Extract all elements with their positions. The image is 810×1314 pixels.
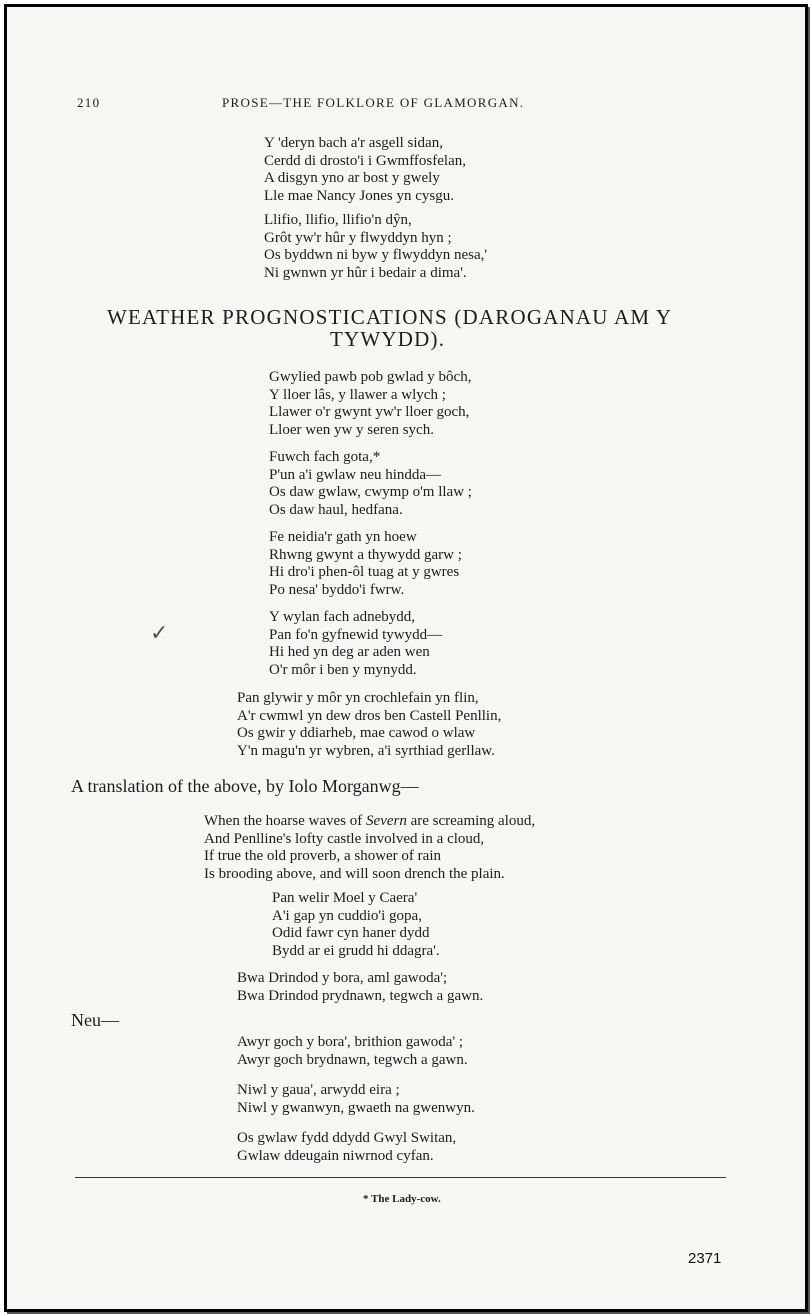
verse-line: Y wylan fach adnebydd,	[269, 609, 416, 625]
verse-line: Awyr goch y bora', brithion gawoda' ;	[237, 1034, 464, 1050]
verse-stanza	[237, 1130, 456, 1165]
verse-stanza	[237, 970, 483, 1005]
verse-line: Os daw haul, hedfana.	[269, 501, 403, 518]
verse-stanza	[269, 449, 472, 519]
verse-line: Os daw gwlaw, cwymp o'm llaw ;	[269, 484, 472, 500]
verse-stanza	[264, 212, 487, 282]
verse-line: Os gwir y ddiarheb, mae cawod o wlaw	[237, 725, 476, 741]
verse-line: Niwl y gwanwyn, gwaeth na gwenwyn.	[237, 1099, 475, 1116]
verse-line: Awyr goch brydnawn, tegwch a gawn.	[237, 1051, 468, 1068]
running-title: PROSE—THE FOLKLORE OF GLAMORGAN.	[222, 95, 525, 110]
verse-line: Ni gwnwn yr hûr i bedair a dima'.	[264, 264, 467, 281]
verse-line: Is brooding above, and will soon drench the plain.	[204, 865, 505, 882]
verse-line: Bwa Drindod prydnawn, tegwch a gawn.	[237, 987, 484, 1004]
verse-line: Lloer wen yw y seren sych.	[269, 421, 434, 438]
footnote: * The Lady-cow.	[363, 1193, 441, 1205]
verse-line: Grôt yw'r hûr y flwyddyn hyn ;	[264, 229, 452, 246]
verse-text: are screaming aloud,	[406, 813, 536, 829]
verse-stanza	[269, 369, 471, 439]
page-stamp-number: 2371	[688, 1250, 722, 1267]
verse-line: Bwa Drindod y bora, aml gawoda';	[237, 970, 448, 986]
verse-line: Os byddwn ni byw y flwyddyn nesa,'	[264, 247, 488, 263]
verse-line: Bydd ar ei grudd hi ddagra'.	[272, 942, 440, 959]
section-heading-continued: TYWYDD).	[330, 327, 446, 351]
verse-line: Y 'deryn bach a'r asgell sidan,	[264, 135, 443, 151]
section-heading: WEATHER PROGNOSTICATIONS (DAROGANAU AM Y	[107, 305, 673, 329]
verse-stanza-translation	[204, 813, 535, 883]
verse-line: Gwylied pawb pob gwlad y bôch,	[269, 369, 472, 385]
verse-line: Gwlaw ddeugain niwrnod cyfan.	[237, 1147, 434, 1164]
verse-stanza	[237, 690, 501, 760]
verse-line: Y lloer lâs, y llawer a wlych ;	[269, 386, 446, 403]
verse-line: Y'n magu'n yr wybren, a'i syrthiad gerllaw.	[237, 742, 495, 759]
verse-stanza	[269, 609, 442, 679]
verse-line: Pan glywir y môr yn crochlefain yn flin,	[237, 690, 479, 706]
verse-line: Llifio, llifio, llifio'n dŷn,	[264, 212, 412, 228]
verse-text: When the hoarse waves of	[204, 813, 367, 829]
verse-stanza	[269, 529, 462, 599]
neu-label: Neu—	[71, 1010, 119, 1030]
verse-line: Niwl y gaua', arwydd eira ;	[237, 1082, 400, 1098]
verse-line	[204, 813, 535, 831]
verse-line: Odid fawr cyn haner dydd	[272, 925, 430, 941]
verse-line: Fe neidia'r gath yn hoew	[269, 529, 417, 545]
translation-intro: A translation of the above, by Iolo Morganwg—	[71, 776, 419, 796]
verse-line: A'r cwmwl yn dew dros ben Castell Penllin,	[237, 707, 502, 724]
check-mark-icon: ✓	[150, 620, 169, 645]
verse-line: P'un a'i gwlaw neu hindda—	[269, 466, 442, 483]
verse-line: Pan welir Moel y Caera'	[272, 890, 418, 906]
verse-line: Cerdd di drosto'i i Gwmffosfelan,	[264, 152, 466, 169]
verse-line: Os gwlaw fydd ddydd Gwyl Switan,	[237, 1130, 457, 1146]
verse-line: Hi hed yn deg ar aden wen	[269, 644, 430, 660]
page-number: 210	[77, 95, 101, 110]
verse-text-italic: Severn	[366, 813, 407, 829]
document-page	[4, 4, 808, 1312]
verse-stanza	[237, 1082, 475, 1117]
verse-stanza	[264, 135, 466, 205]
verse-stanza	[237, 1034, 468, 1069]
footnote-divider	[75, 1177, 726, 1178]
verse-line: If true the old proverb, a shower of rain	[204, 848, 441, 864]
verse-line: A disgyn yno ar bost y gwely	[264, 170, 440, 186]
verse-line: Lle mae Nancy Jones yn cysgu.	[264, 187, 454, 204]
verse-line: And Penlline's lofty castle involved in a cloud,	[204, 830, 485, 847]
verse-stanza	[272, 890, 440, 960]
verse-line: Pan fo'n gyfnewid tywydd—	[269, 626, 443, 643]
verse-line: A'i gap yn cuddio'i gopa,	[272, 907, 422, 924]
verse-line: Hi dro'i phen-ôl tuag at y gwres	[269, 564, 460, 580]
verse-line: Rhwng gwynt a thywydd garw ;	[269, 546, 462, 563]
verse-line: Llawer o'r gwynt yw'r lloer goch,	[269, 404, 470, 420]
verse-line: O'r môr i ben y mynydd.	[269, 661, 417, 678]
verse-line: Po nesa' byddo'i fwrw.	[269, 581, 405, 598]
verse-line: Fuwch fach gota,*	[269, 449, 381, 465]
